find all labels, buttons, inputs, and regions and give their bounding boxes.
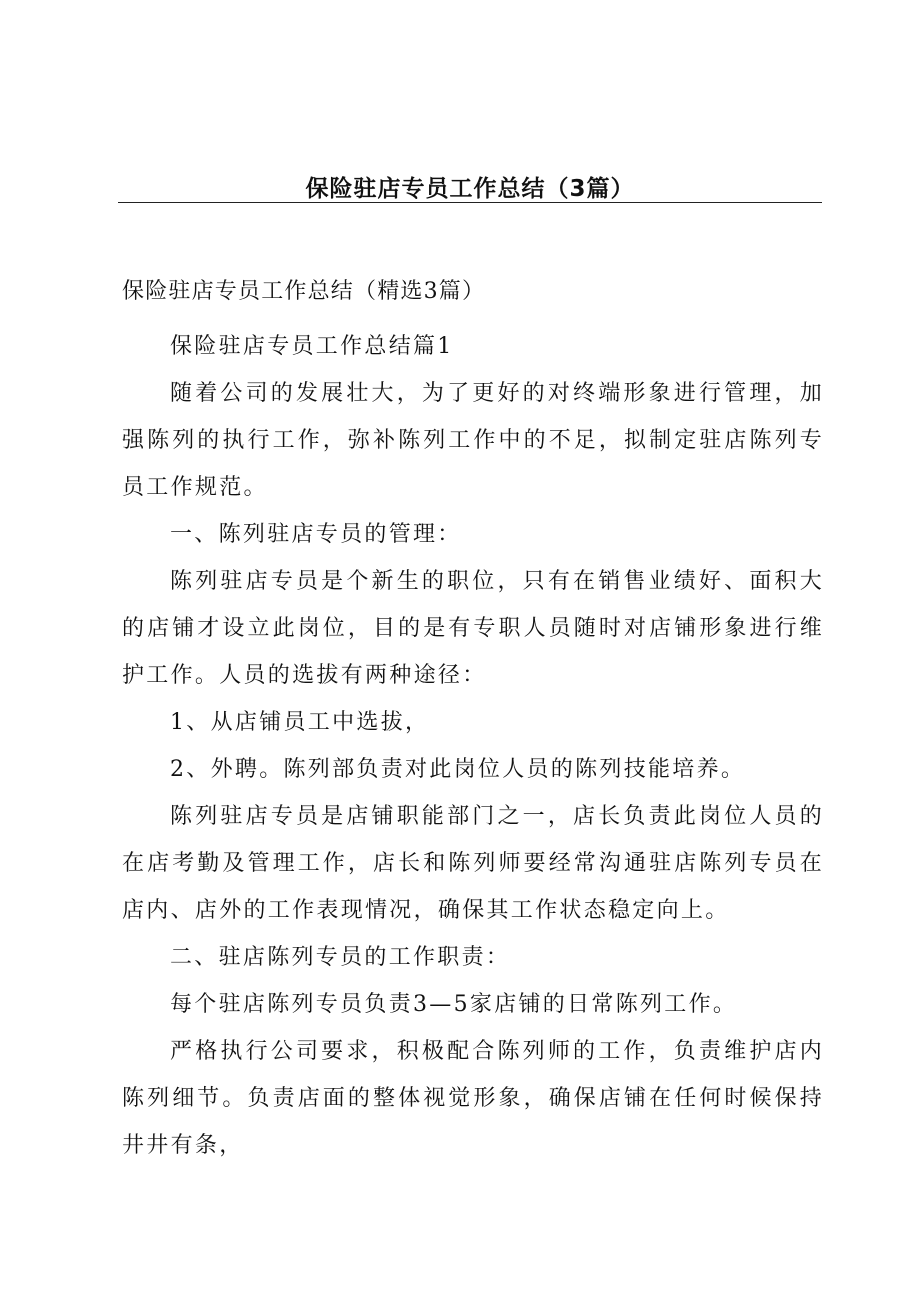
paragraph-department: 陈列驻店专员是店铺职能部门之一，店长负责此岗位人员的在店考勤及管理工作，店长和陈列师要经常沟通驻店陈列专员在店内、店外的工作表现情况，确保其工作状态稳定向上。 [122,804,824,923]
paragraph-position: 陈列驻店专员是个新生的职位，只有在销售业绩好、面积大的店铺才设立此岗位，目的是有专职人员随时对店铺形象进行维护工作。人员的选拔有两种途径： [122,569,824,688]
heading-management: 一、陈列驻店专员的管理： [170,522,462,547]
paragraph-stores: 每个驻店陈列专员负责3—5家店铺的日常陈列工作。 [170,992,738,1017]
section-heading-part-1: 保险驻店专员工作总结篇1 [170,334,454,359]
paragraph-requirements: 严格执行公司要求，积极配合陈列师的工作，负责维护店内陈列细节。负责店面的整体视觉形象，确保店铺在任何时候保持井井有条， [122,1039,824,1158]
paragraph-intro: 随着公司的发展壮大，为了更好的对终端形象进行管理，加强陈列的执行工作，弥补陈列工作中的不足，拟制定驻店陈列专员工作规范。 [122,381,824,500]
document-body [122,268,824,1169]
list-item-1: 1、从店铺员工中选拔， [170,710,430,735]
subtitle-paragraph: 保险驻店专员工作总结（精选3篇） [122,279,486,304]
title-underline [118,202,822,203]
list-item-2: 2、外聘。陈列部负责对此岗位人员的陈列技能培养。 [170,757,746,782]
heading-duties: 二、驻店陈列专员的工作职责： [170,945,511,970]
document-title: 保险驻店专员工作总结（3篇） [305,176,635,202]
